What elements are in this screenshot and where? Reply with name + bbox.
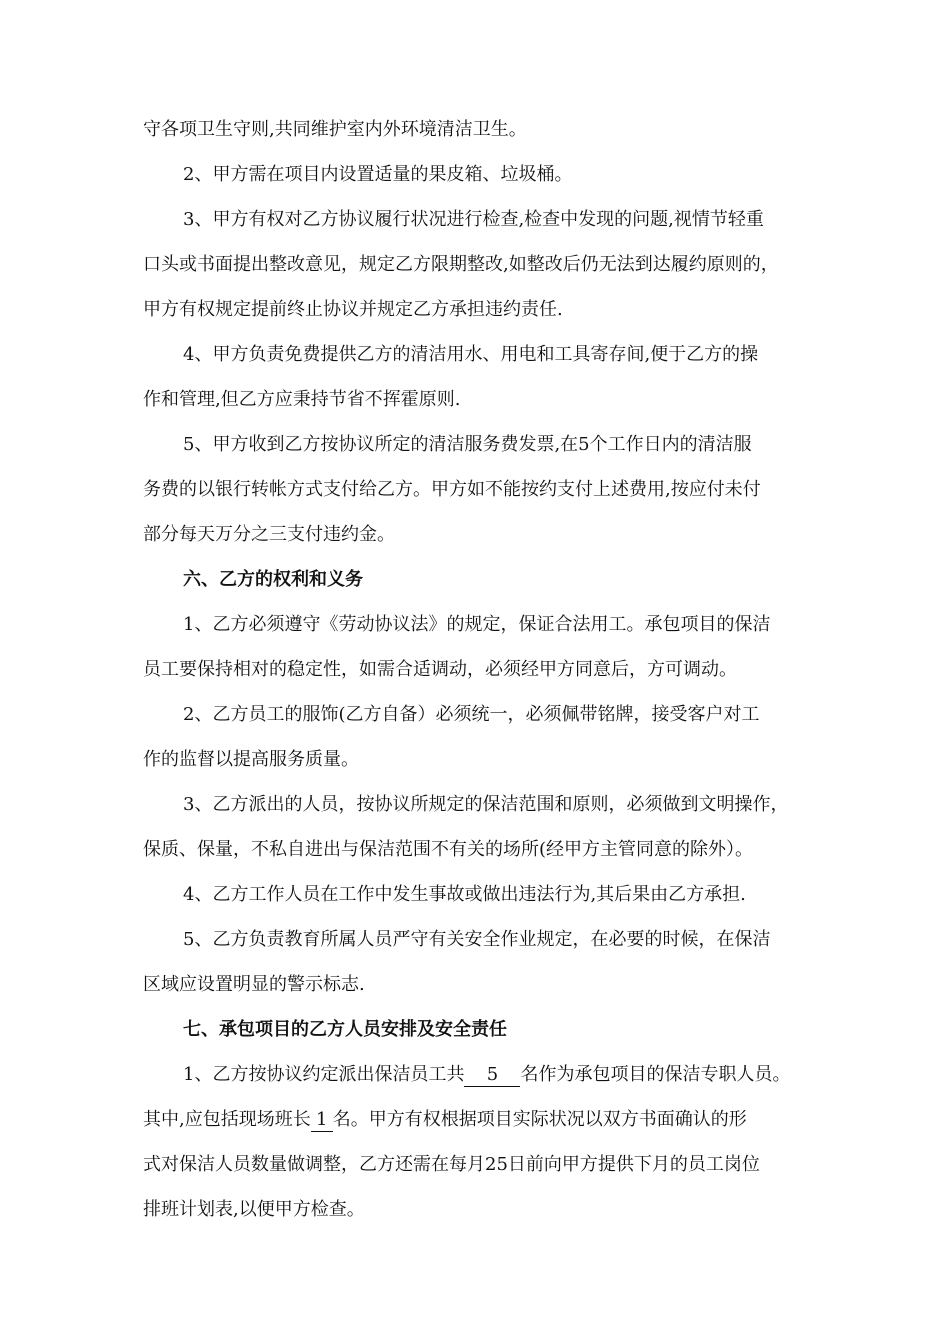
staffing-text-after: 名作为承包项目的保洁专职人员。 bbox=[520, 1064, 791, 1085]
clause-4-party-a: 4、甲方负责免费提供乙方的清洁用水、用电和工具寄存间,便于乙方的操 bbox=[183, 344, 759, 365]
paragraph-line: 务费的以银行转帐方式支付给乙方。甲方如不能按约支付上述费用,按应付未付 bbox=[143, 479, 761, 500]
paragraph-line: 作和管理,但乙方应秉持节省不挥霍原则. bbox=[143, 389, 461, 410]
staffing-line-2 bbox=[143, 1108, 747, 1132]
clause-1-staffing bbox=[183, 1063, 790, 1087]
clause-4-party-b: 4、乙方工作人员在工作中发生事故或做出违法行为,其后果由乙方承担. bbox=[183, 884, 746, 905]
section-heading-6: 六、乙方的权利和义务 bbox=[183, 569, 363, 590]
clause-2-party-a: 2、甲方需在项目内设置适量的果皮箱、垃圾桶。 bbox=[183, 164, 573, 185]
staffing-text-before: 其中,应包括现场班长 bbox=[143, 1109, 311, 1130]
paragraph-line: 口头或书面提出整改意见，规定乙方限期整改,如整改后仍无法到达履约原则的， bbox=[143, 254, 779, 275]
clause-5-party-b: 5、乙方负责教育所属人员严守有关安全作业规定，在必要的时候，在保洁 bbox=[183, 929, 771, 950]
paragraph-line: 保质、保量，不私自进出与保洁范围不有关的场所(经甲方主管同意的除外）。 bbox=[143, 839, 754, 860]
staffing-text-before: 1、乙方按协议约定派出保洁员工共 bbox=[183, 1064, 465, 1085]
paragraph-line: 员工要保持相对的稳定性，如需合适调动，必须经甲方同意后，方可调动。 bbox=[143, 659, 737, 680]
paragraph-line: 式对保洁人员数量做调整，乙方还需在每月25日前向甲方提供下月的员工岗位 bbox=[143, 1154, 760, 1175]
paragraph-line: 区域应设置明显的警示标志. bbox=[143, 974, 365, 995]
section-heading-7: 七、承包项目的乙方人员安排及安全责任 bbox=[183, 1019, 507, 1040]
clause-1-party-b: 1、乙方必须遵守《劳动协议法》的规定，保证合法用工。承包项目的保洁 bbox=[183, 614, 771, 635]
clause-2-party-b: 2、乙方员工的服饰(乙方自备）必须统一，必须佩带铭牌，接受客户对工 bbox=[183, 704, 760, 725]
paragraph-line: 部分每天万分之三支付违约金。 bbox=[143, 524, 395, 545]
team-lead-count-blank: 1 bbox=[311, 1109, 333, 1132]
paragraph-line: 甲方有权规定提前终止协议并规定乙方承担违约责任. bbox=[143, 299, 563, 320]
paragraph-line: 作的监督以提高服务质量。 bbox=[143, 749, 359, 770]
clause-5-party-a: 5、甲方收到乙方按协议所定的清洁服务费发票,在5个工作日内的清洁服 bbox=[183, 434, 752, 455]
paragraph-line: 守各项卫生守则,共同维护室内外环境清洁卫生。 bbox=[143, 119, 527, 140]
clause-3-party-b: 3、乙方派出的人员，按协议所规定的保洁范围和原则，必须做到文明操作， bbox=[183, 794, 789, 815]
staff-count-blank: 5 bbox=[464, 1064, 520, 1087]
paragraph-line: 排班计划表,以便甲方检查。 bbox=[143, 1199, 365, 1220]
clause-3-party-a: 3、甲方有权对乙方协议履行状况进行检查,检查中发现的问题,视情节轻重 bbox=[183, 209, 764, 230]
staffing-text-after: 名。甲方有权根据项目实际状况以双方书面确认的形 bbox=[332, 1109, 747, 1130]
